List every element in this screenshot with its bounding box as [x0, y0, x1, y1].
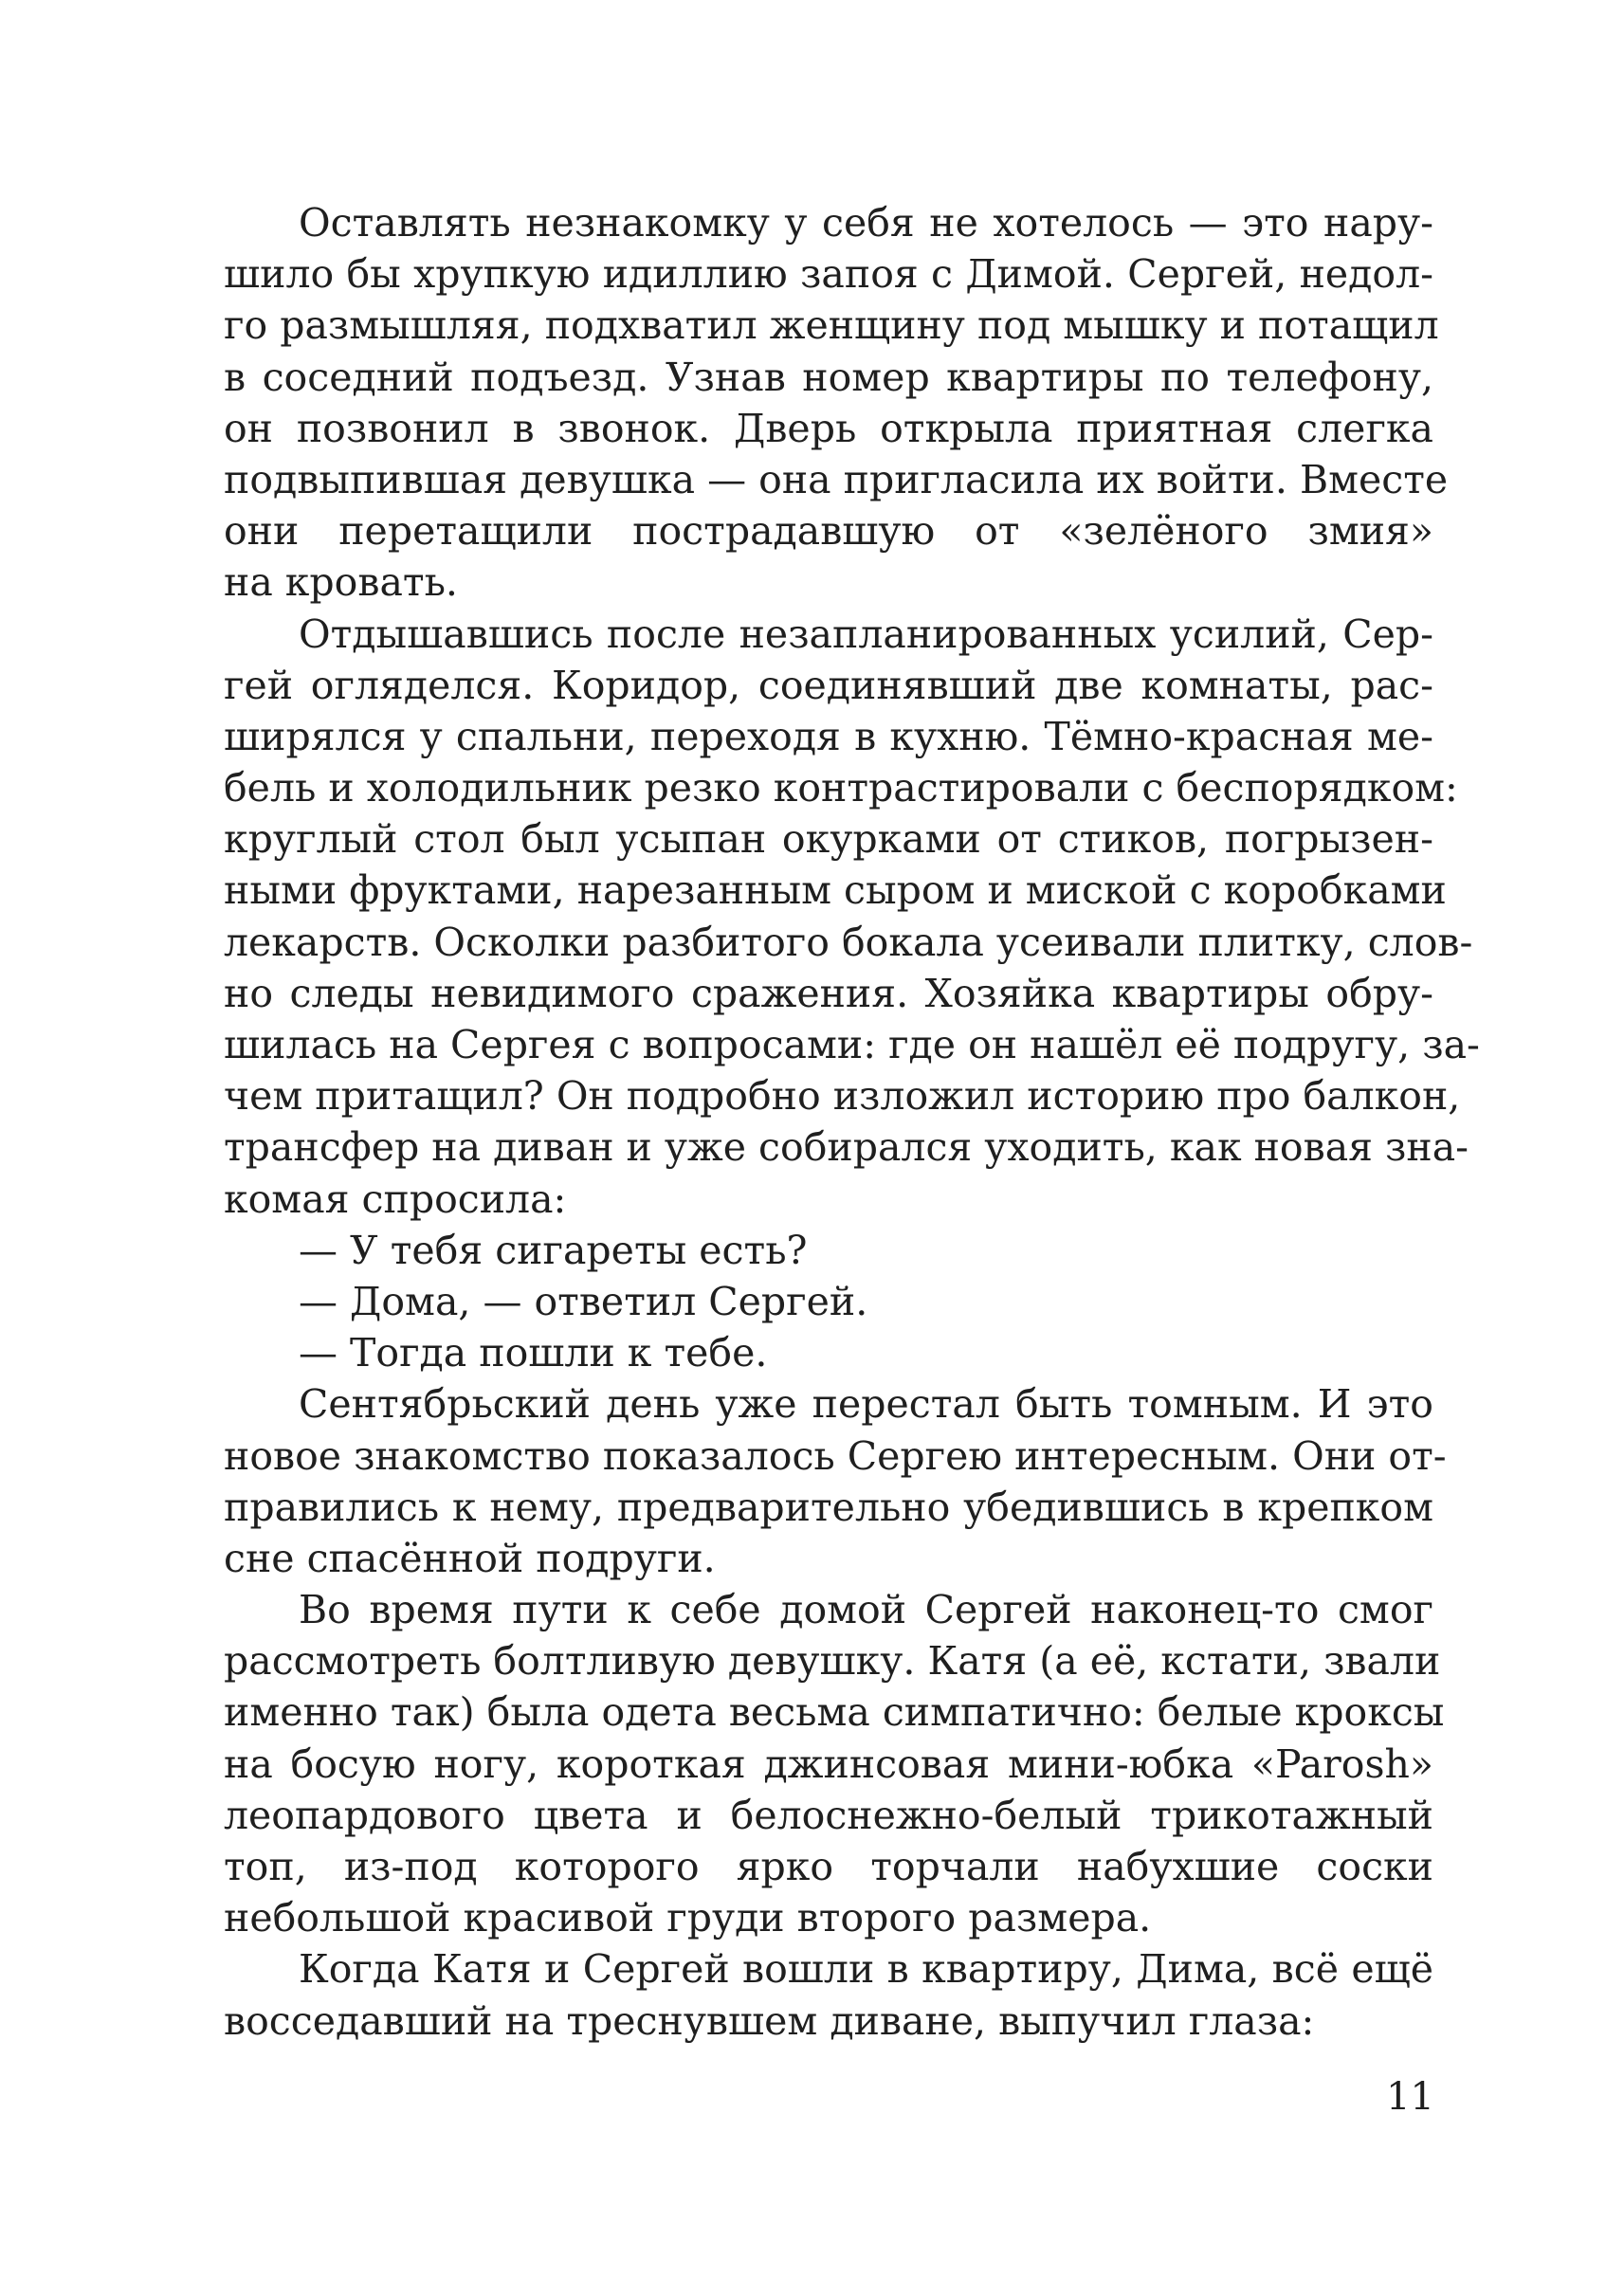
- text-line: шило бы хрупкую идиллию запоя с Димой. Сергей, недол-: [224, 251, 1433, 298]
- text-line: топ, из-под которого ярко торчали набухшие соски: [224, 1844, 1433, 1889]
- text-line: на босую ногу, короткая джинсовая мини-юбка «Parosh»: [224, 1740, 1433, 1787]
- text-line: Оставлять незнакомку у себя не хотелось — это нару-: [299, 200, 1433, 246]
- text-line: чем притащил? Он подробно изложил историю про балкон,: [224, 1073, 1461, 1120]
- text-line: рассмотреть болтливую девушку. Катя (а её, кстати, звали: [224, 1638, 1441, 1685]
- body-text: [224, 197, 1480, 2047]
- text-line: леопардового цвета и белоснежно-белый трикотажный: [224, 1792, 1433, 1838]
- dialogue-line: — Дома, — ответил Сергей.: [299, 1278, 868, 1324]
- text-line: гей огляделся. Коридор, соединявший две комнаты, рас-: [224, 662, 1433, 708]
- text-line: ширялся у спальни, переходя в кухню. Тёмно-красная ме-: [224, 713, 1433, 759]
- text-line: Отдышавшись после незапланированных усилий, Сер-: [299, 610, 1433, 657]
- text-line: небольшой красивой груди второго размера.: [224, 1895, 1152, 1941]
- text-line: Сентябрьский день уже перестал быть томным. И это: [299, 1381, 1433, 1428]
- text-line: подвыпившая девушка — она пригласила их войти. Вместе: [224, 456, 1449, 502]
- text-line: но следы невидимого сражения. Хозяйка квартиры обру-: [224, 970, 1433, 1016]
- text-line: ными фруктами, нарезанным сыром и миской с коробками: [224, 867, 1447, 914]
- dialogue-line: — У тебя сигареты есть?: [299, 1227, 808, 1273]
- text-line: трансфер на диван и уже собирался уходить, как новая зна-: [224, 1124, 1469, 1171]
- text-line: шилась на Сергея с вопросами: где он нашёл её подругу, за-: [224, 1022, 1480, 1067]
- text-line: комая спросила:: [224, 1175, 567, 1222]
- text-line: на кровать.: [224, 559, 458, 606]
- text-line: они перетащили пострадавшую от «зелёного змия»: [224, 508, 1433, 555]
- page-number: 11: [1386, 2075, 1434, 2119]
- text-line: бель и холодильник резко контрастировали с беспорядком:: [224, 765, 1458, 811]
- text-line: новое знакомство показалось Сергею интересным. Они от-: [224, 1432, 1447, 1479]
- text-line: именно так) была одета весьма симпатично: белые кроксы: [224, 1689, 1445, 1736]
- text-line: лекарств. Осколки разбитого бокала усеивали плитку, слов-: [224, 919, 1473, 965]
- dialogue-line: — Тогда пошли к тебе.: [299, 1330, 768, 1376]
- text-line: сне спасённой подруги.: [224, 1535, 716, 1581]
- text-line: Во время пути к себе домой Сергей наконец-то смог: [299, 1587, 1433, 1633]
- text-line: он позвонил в звонок. Дверь открыла приятная слегка: [224, 405, 1433, 451]
- text-line: Когда Катя и Сергей вошли в квартиру, Дима, всё ещё: [299, 1946, 1433, 1993]
- text-line: го размышляя, подхватил женщину под мышку и потащил: [224, 302, 1439, 349]
- text-line: круглый стол был усыпан окурками от стиков, погрызен-: [224, 816, 1433, 863]
- text-line: в соседний подъезд. Узнав номер квартиры по телефону,: [224, 354, 1433, 400]
- text-line: правились к нему, предварительно убедившись в крепком: [224, 1484, 1433, 1530]
- text-line: восседавший на треснувшем диване, выпучил глаза:: [224, 1997, 1315, 2044]
